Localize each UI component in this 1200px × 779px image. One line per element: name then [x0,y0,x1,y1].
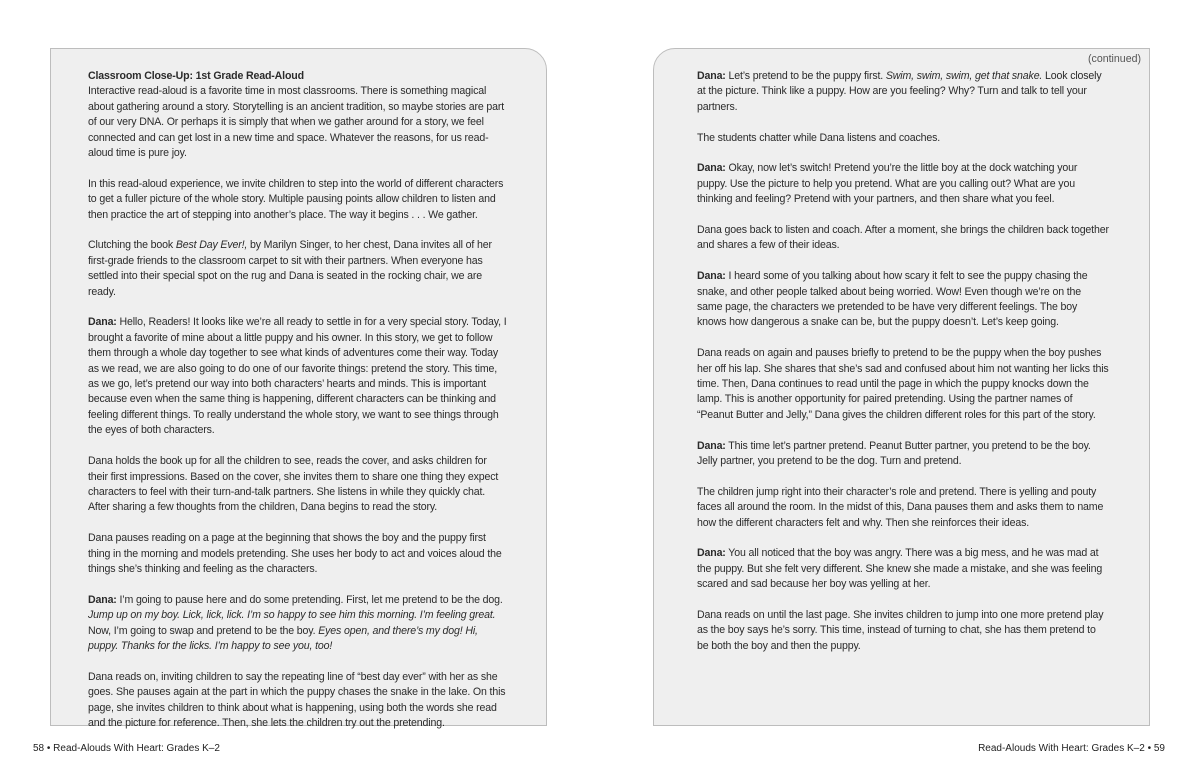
right-page-text [697,69,1109,670]
dialogue-paragraph: Dana: You all noticed that the boy was angry. There was a big mess, and he was mad at the puppy. But she felt very different. She knew she made a mistake, and she was feeling scared and sad because her boy was yelling at her. [697,547,1103,591]
pretend-line: Eyes open, and there’s my dog! Hi, puppy. Thanks for the licks. I’m happy to see you, too! [88,624,478,652]
paragraph: Dana reads on again and pauses briefly to pretend to be the puppy when the boy pushes her off his lap. She shares that she’s sad and confused about him not wanting her licks this time. Then, Dana continues to read until the page in which the puppy knocks down the lamp. This is another opportunity for paired pretending. Using the partner names of “Peanut Butter and Jelly,” Dana gives the children different roles for this part of the story. [697,347,1109,421]
paragraph: The students chatter while Dana listens and coaches. [697,131,941,144]
paragraph: Dana pauses reading on a page at the beginning that shows the boy and the puppy first thing in the morning and models pretending. She uses her body to act and voices aloud the things she’s thinking and feeling as the characters. [88,532,502,575]
continued-label: (continued) [1088,53,1141,65]
speaker-label: Dana: [697,439,726,452]
paragraph: Clutching the book Best Day Ever!, by Marilyn Singer, to her chest, Dana invites all of her first-grade friends to the classroom carpet to sit with their partners. When everyone has settled into their special spot on the rug and Dana is seated in the rocking chair, we are ready. [88,239,492,298]
paragraph: Dana reads on until the last page. She invites children to jump into one more pretend play as the boy says he’s sorry. This time, instead of turning to chat, she has them pretend to be both the boy and then the puppy. [697,609,1104,652]
speaker-label: Dana: [697,162,726,175]
dialogue-paragraph: Dana: Okay, now let’s switch! Pretend you’re the little boy at the dock watching your puppy. Use the picture to help you pretend. What are you calling out? What are you thinking and feeling? Pretend with your partners, and then share what you feel. [697,162,1078,206]
section-heading: Classroom Close-Up: 1st Grade Read-Aloud [88,70,304,82]
speaker-label: Dana: [697,270,726,283]
paragraph: In this read-aloud experience, we invite children to step into the world of different characters to get a fuller picture of the whole story. Multiple pausing points allow children to listen and then practice the art of stepping into another’s place. The way it begins . . . We gather. [88,177,504,221]
speaker-label: Dana: [697,70,726,82]
page-footer-left: 58 • Read-Alouds With Heart: Grades K–2 [33,743,220,754]
dialogue-paragraph: Dana: Hello, Readers! It looks like we’re all ready to settle in for a very special story. Today, I brought a favorite of mine about a little puppy and his owner. In this story, we get to follow them through a whole day together to see what kinds of adventures come their way. Today as we read, we are also going to do one of our favorite things: pretend the story. This time, as we go, let’s pretend our way into both characters’ hearts and minds. This is important because even when the same thing is happening, different characters can be thinking and feeling different things. To really understand the whole story, we want to see things through the eyes of both characters. [88,316,507,437]
paragraph: Dana holds the book up for all the children to see, reads the cover, and asks children for their first impressions. Based on the cover, she invites them to share one thing they expect characters to feel with their turn-and-talk partners. She listens in while they quickly chat. After sharing a few thoughts from the children, Dana begins to read the story. [88,455,499,514]
pretend-line: Swim, swim, swim, get that snake. [885,70,1043,82]
speaker-label: Dana: [697,547,726,560]
book-title: Best Day Ever!, [175,239,248,252]
speaker-label: Dana: [88,316,117,329]
dialogue-paragraph: Dana: I’m going to pause here and do some pretending. First, let me pretend to be the dog. Jump up on my boy. Lick, lick, lick. I’m so happy to see him this morning. I’m feeling great. Now, I’m going to swap and pretend to be the boy. Eyes open, and there’s my dog! Hi, puppy. Thanks for the licks. I’m happy to see you, too! [88,593,503,652]
dialogue-paragraph: Dana: This time let’s partner pretend. Peanut Butter partner, you pretend to be the boy. Jelly partner, you pretend to be the dog. Turn and pretend. [697,439,1091,468]
left-page-text [88,69,508,747]
dialogue-paragraph: Dana: Let’s pretend to be the puppy first. Swim, swim, swim, get that snake. Look closely at the picture. Think like a puppy. How are you feeling? Why? Turn and talk to tell your partners. [697,70,1102,113]
paragraph: Dana reads on, inviting children to say the repeating line of “best day ever” with her as she goes. She pauses again at the part in which the puppy chases the snake in the lake. On this page, she invites children to think about what is happening, using both the words she read and the picture for reference. Then, she lets the children try out the pretending. [88,670,506,729]
paragraph: Interactive read-aloud is a favorite time in most classrooms. There is something magical about gathering around a story. Storytelling is an ancient tradition, so maybe stories are part of our very DNA. Or perhaps it is simply that when we gather around for a story, we feel connected and can get lost in a new time and space. Whatever the reasons, for us read-aloud time is pure joy. [88,85,505,160]
paragraph: Dana goes back to listen and coach. After a moment, she brings the children back together and shares a few of their ideas. [697,224,1109,252]
dialogue-paragraph: Dana: I heard some of you talking about how scary it felt to see the puppy chasing the snake, and other people talked about being worried. Wow! Even though we’re on the same page, the characters we pretended to be have very different feelings. The boy knows how dangerous a snake can be, but the puppy doesn’t. Let’s keep going. [697,270,1088,329]
pretend-line: Jump up on my boy. Lick, lick, lick. I’m so happy to see him this morning. I’m feeling great. [88,609,496,622]
page-footer-right: Read-Alouds With Heart: Grades K–2 • 59 [978,743,1165,754]
speaker-label: Dana: [88,593,117,606]
paragraph: The children jump right into their character’s role and pretend. There is yelling and pouty faces all around the room. In the midst of this, Dana pauses them and asks them to name how the different characters felt and why. Then she reinforces their ideas. [697,485,1104,529]
